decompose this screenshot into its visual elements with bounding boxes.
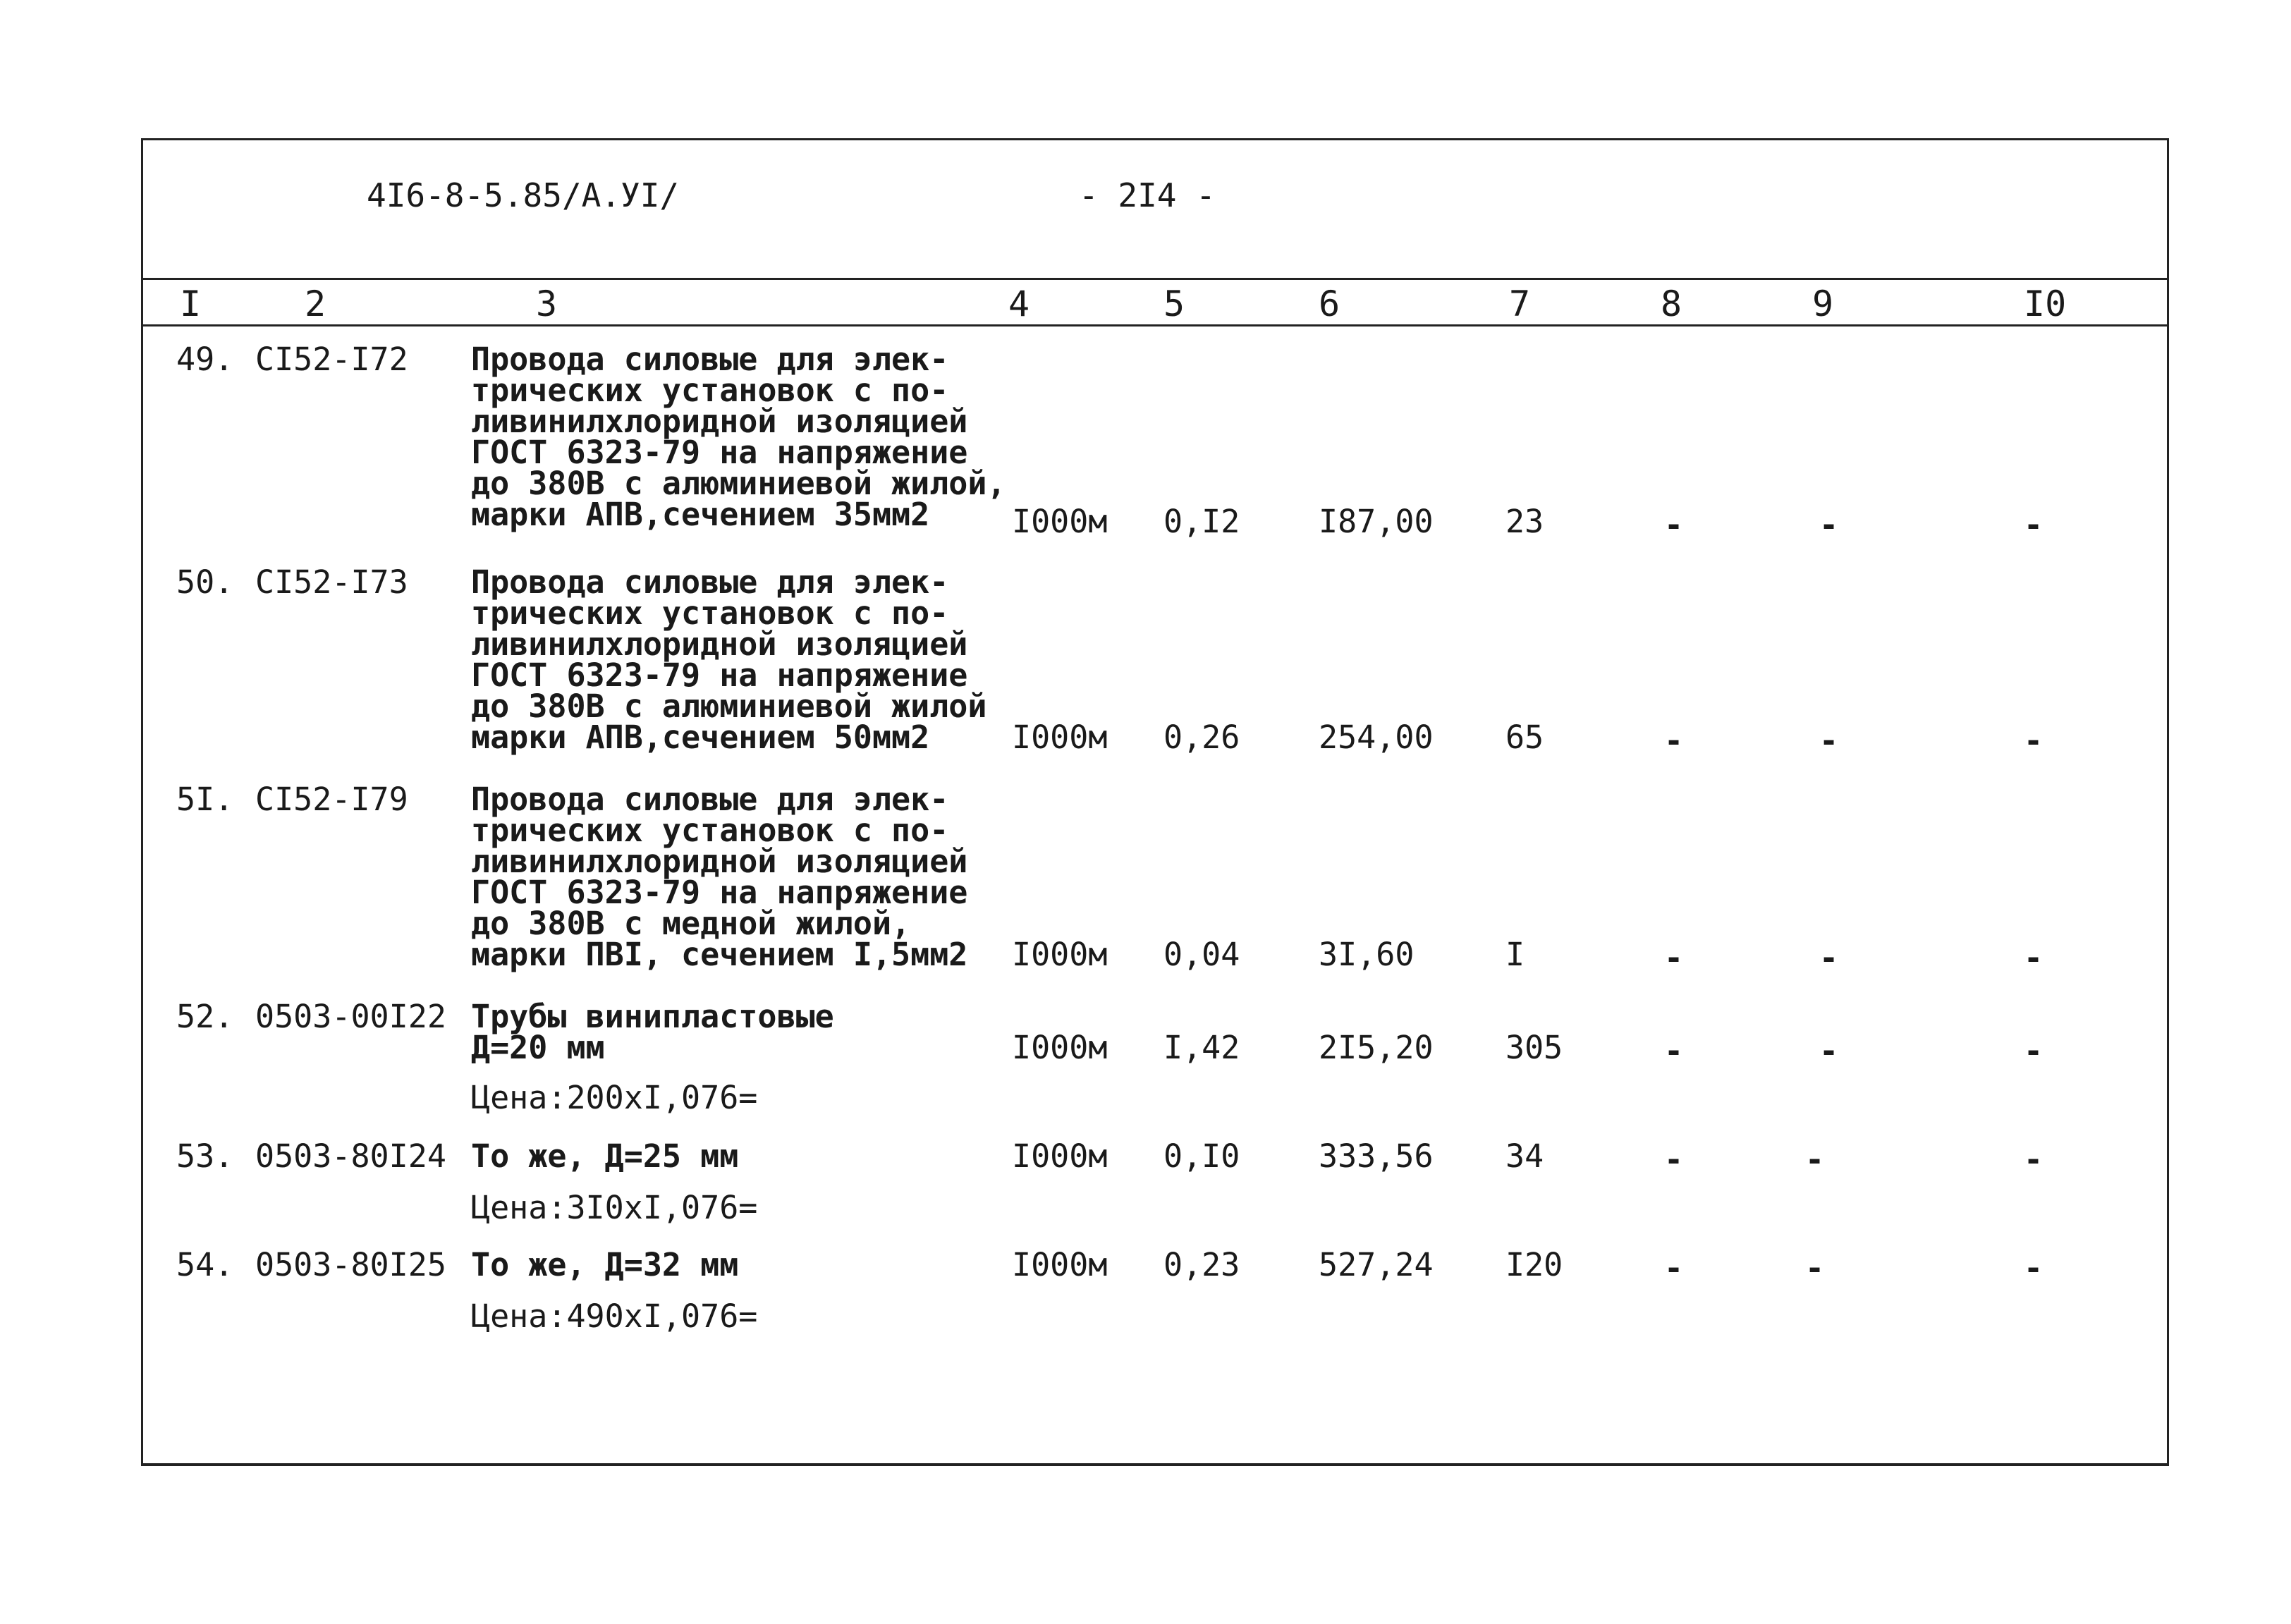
row-col6: 527,24 (1319, 1246, 1434, 1283)
row-code: 0503-00I22 (255, 998, 446, 1035)
row-number: 52. (176, 998, 234, 1035)
row-col8: - (1664, 939, 1684, 977)
row-col6: 3I,60 (1319, 936, 1415, 973)
row-col5: I,42 (1163, 1029, 1240, 1066)
column-number: 9 (1812, 283, 1834, 324)
row-col9: - (1819, 1032, 1839, 1070)
row-col5: 0,04 (1163, 936, 1240, 973)
row-col7: 65 (1505, 719, 1544, 756)
row-col5: 0,I2 (1163, 503, 1240, 540)
row-col5: 0,26 (1163, 719, 1240, 756)
row-col10: - (2024, 1250, 2043, 1287)
header-rule-top (141, 278, 2167, 280)
row-description: Трубы винипластовые Д=20 мм (471, 998, 834, 1066)
row-col10: - (2024, 1032, 2043, 1070)
row-col10: - (2024, 939, 2043, 977)
row-col8: - (1664, 722, 1684, 759)
row-col5: 0,23 (1163, 1246, 1240, 1283)
row-price: Цена:3I0хI,076= (471, 1189, 758, 1226)
column-number: 2 (305, 283, 326, 324)
row-code: CI52-I72 (255, 341, 408, 378)
row-number: 53. (176, 1137, 234, 1175)
row-col7: 34 (1505, 1137, 1544, 1175)
row-col6: 333,56 (1319, 1137, 1434, 1175)
row-col8: - (1664, 1032, 1684, 1070)
column-number: 5 (1163, 283, 1185, 324)
row-col7: I (1505, 936, 1525, 973)
row-unit: I000м (1012, 719, 1108, 756)
row-col9: - (1819, 506, 1839, 544)
column-number: 6 (1319, 283, 1340, 324)
row-price: Цена:490хI,076= (471, 1298, 758, 1335)
column-number: I (180, 283, 202, 324)
row-price: Цена:200хI,076= (471, 1079, 758, 1116)
row-code: 0503-80I25 (255, 1246, 446, 1283)
row-col6: 2I5,20 (1319, 1029, 1434, 1066)
document-code: 4I6-8-5.85/A.УI/ (367, 176, 680, 214)
row-description: Провода силовые для элек- трических установок с по- ливинилхлоридной изоляцией ГОСТ 6323-79 на напряжение до 380В с медной жилой, марки ПВI, сечением I,5мм2 (471, 781, 968, 973)
row-number: 49. (176, 341, 234, 378)
header-rule-bottom (141, 324, 2167, 326)
row-code: CI52-I73 (255, 563, 408, 601)
row-number: 54. (176, 1246, 234, 1283)
row-number: 50. (176, 563, 234, 601)
row-col10: - (2024, 722, 2043, 759)
column-number: I0 (2024, 283, 2067, 324)
row-col7: I20 (1505, 1246, 1563, 1283)
column-number: 4 (1008, 283, 1030, 324)
row-col5: 0,I0 (1163, 1137, 1240, 1175)
row-col9: - (1819, 939, 1839, 977)
row-col9: - (1805, 1250, 1825, 1287)
row-number: 5I. (176, 781, 234, 818)
row-col8: - (1664, 1141, 1684, 1178)
row-unit: I000м (1012, 503, 1108, 540)
row-description: Провода силовые для элек- трических установок с по- ливинилхлоридной изоляцией ГОСТ 6323-79 на напряжение до 380В с алюминиевой жилой, марки АПВ,сечением 35мм2 (471, 341, 1006, 533)
row-code: CI52-I79 (255, 781, 408, 818)
row-col7: 23 (1505, 503, 1544, 540)
page-number: - 2I4 - (1079, 176, 1216, 214)
row-code: 0503-80I24 (255, 1137, 446, 1175)
row-col8: - (1664, 1250, 1684, 1287)
row-unit: I000м (1012, 936, 1108, 973)
row-description: Провода силовые для элек- трических установок с по- ливинилхлоридной изоляцией ГОСТ 6323-79 на напряжение до 380В с алюминиевой жилой марки АПВ,сечением 50мм2 (471, 563, 987, 756)
column-number: 8 (1661, 283, 1682, 324)
row-col6: I87,00 (1319, 503, 1434, 540)
row-description: То же, Д=32 мм (471, 1246, 739, 1283)
row-unit: I000м (1012, 1029, 1108, 1066)
row-col6: 254,00 (1319, 719, 1434, 756)
row-unit: I000м (1012, 1246, 1108, 1283)
row-unit: I000м (1012, 1137, 1108, 1175)
row-description: То же, Д=25 мм (471, 1137, 739, 1175)
column-number: 3 (536, 283, 558, 324)
row-col10: - (2024, 506, 2043, 544)
row-col9: - (1819, 722, 1839, 759)
row-col10: - (2024, 1141, 2043, 1178)
row-col8: - (1664, 506, 1684, 544)
row-col7: 305 (1505, 1029, 1563, 1066)
row-col9: - (1805, 1141, 1825, 1178)
column-number: 7 (1509, 283, 1531, 324)
